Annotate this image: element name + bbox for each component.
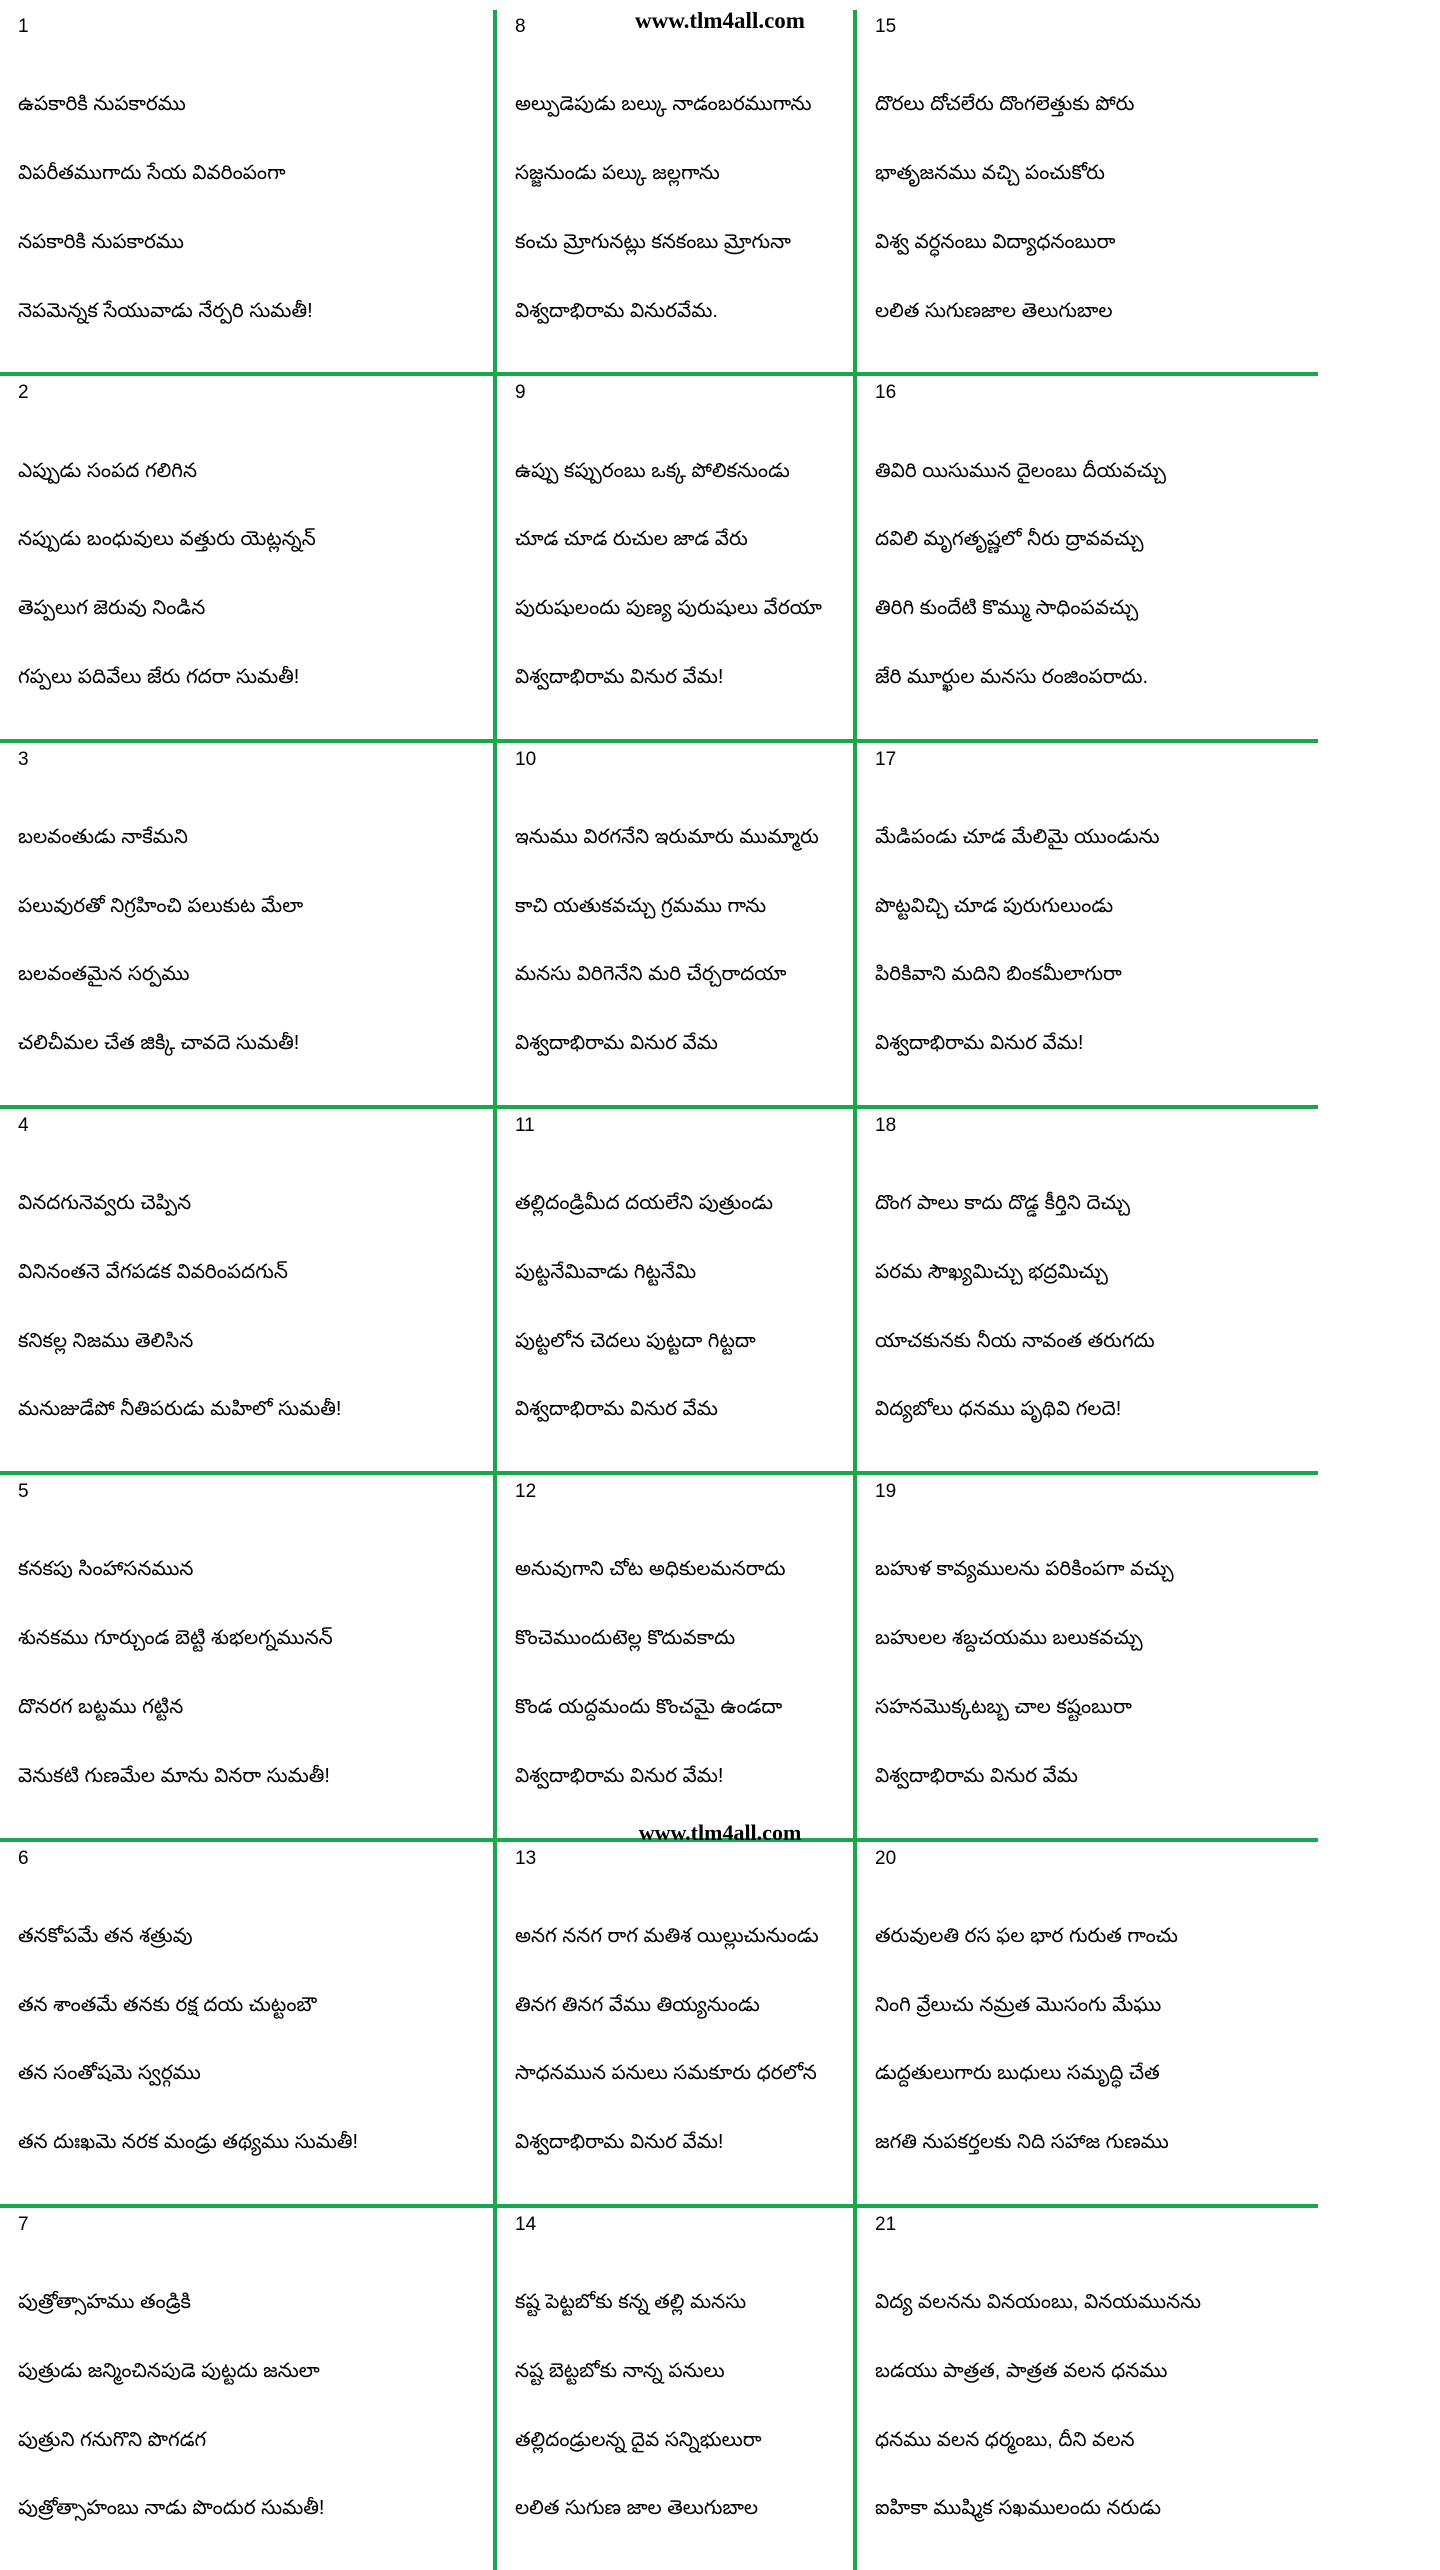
poem-line: పరమ సౌఖ్యమిచ్చు భద్రమిచ్చు bbox=[875, 1260, 1108, 1283]
poem-cell bbox=[0, 376, 497, 742]
poem-line: పుట్టనేమివాడు గిట్టనేమి bbox=[515, 1260, 697, 1283]
poem-cell bbox=[497, 10, 857, 376]
poem-line: దొంగ పాలు కాదు దొడ్డ కీర్తిని దెచ్చు bbox=[875, 1192, 1130, 1215]
poem-line: అల్పుడెపుడు బల్కు నాడంబరముగాను bbox=[515, 93, 812, 116]
poem-number: 18 bbox=[875, 1114, 897, 1136]
site-footer-url: www.tlm4all.com bbox=[638, 1820, 802, 1845]
poem-cell bbox=[497, 2208, 857, 2570]
poem-text bbox=[875, 419, 1300, 729]
poem-line: విశ్వ వర్ధనంబు విద్యాధనంబురా bbox=[875, 230, 1116, 253]
poem-line: లలిత సుగుణ జాల తెలుగుబాల bbox=[515, 2497, 759, 2520]
poem-cell bbox=[0, 2208, 497, 2570]
poem-line: డుద్దతులుగారు బుధులు సమృద్ధి చేత bbox=[875, 2062, 1160, 2085]
poem-line: తల్లిదండ్రిమీద దయలేని పుత్రుండు bbox=[515, 1192, 774, 1215]
poem-line: పుట్టలోన చెదలు పుట్టదా గిట్టదా bbox=[515, 1329, 756, 1352]
poem-text bbox=[875, 1518, 1300, 1828]
poem-number: 5 bbox=[18, 1481, 29, 1503]
poem-line: కనికల్ల నిజము తెలిసిన bbox=[18, 1329, 194, 1352]
poem-text bbox=[875, 1152, 1300, 1462]
poem-number: 14 bbox=[515, 2213, 537, 2235]
poem-text bbox=[515, 1884, 835, 2194]
poem-text bbox=[18, 1518, 475, 1828]
poem-number: 10 bbox=[515, 748, 537, 770]
poem-line: చలిచీమల చేత జిక్కి చావదె సుమతీ! bbox=[18, 1032, 300, 1055]
poem-line: గప్పలు పదివేలు జేరు గదరా సుమతీ! bbox=[18, 665, 300, 688]
poem-text bbox=[515, 419, 835, 729]
poem-line: విశ్వదాభిరామ వినురవేమ. bbox=[515, 299, 718, 322]
poem-line: కష్ట పెట్టబోకు కన్న తల్లి మనసు bbox=[515, 2291, 747, 2314]
poem-line: విశ్వదాభిరామ వినుర వేమ bbox=[515, 1398, 718, 1421]
poem-cell bbox=[497, 1475, 857, 1841]
poem-line: తివిరి యిసుమున దైలంబు దీయవచ్చు bbox=[875, 459, 1166, 482]
poem-line: ఇనుము విరగనేని ఇరుమారు ముమ్మారు bbox=[515, 825, 819, 848]
poem-text bbox=[875, 785, 1300, 1095]
poem-number: 6 bbox=[18, 1847, 29, 1869]
poem-line: బహులల శబ్దచయము బలుకవచ్చు bbox=[875, 1627, 1143, 1650]
poem-text bbox=[515, 1152, 835, 1462]
poem-text bbox=[18, 1884, 475, 2194]
poem-line: తిరిగి కుందేటి కొమ్ము సాధింపవచ్చు bbox=[875, 597, 1139, 620]
poem-number: 11 bbox=[515, 1114, 535, 1136]
poem-line: తెప్పలుగ జెరువు నిండిన bbox=[18, 597, 206, 620]
poem-line: విశ్వదాభిరామ వినుర వేమ bbox=[515, 1032, 718, 1055]
poem-text bbox=[875, 1884, 1300, 2194]
poem-cell bbox=[857, 1475, 1318, 1841]
poem-cell bbox=[857, 1109, 1318, 1475]
poem-line: కంచు మ్రోగునట్లు కనకంబు మ్రోగునా bbox=[515, 230, 791, 253]
poem-text bbox=[18, 785, 475, 1095]
poem-text bbox=[875, 2251, 1300, 2561]
poem-number: 16 bbox=[875, 382, 897, 404]
poem-number: 1 bbox=[18, 16, 29, 37]
poem-line: భాతృజనము వచ్చి పంచుకోరు bbox=[875, 161, 1105, 184]
poem-line: తల్లిదండ్రులన్న దైవ సన్నిభులురా bbox=[515, 2428, 762, 2451]
poem-line: ధనము వలన ధర్మంబు, దీని వలన bbox=[875, 2428, 1135, 2451]
poem-number: 20 bbox=[875, 1847, 897, 1869]
poem-cell bbox=[0, 1842, 497, 2208]
poem-line: పుత్రుని గనుగొని పొగడగ bbox=[18, 2428, 207, 2451]
poem-line: విద్యబోలు ధనము పృథివి గలదె! bbox=[875, 1398, 1122, 1421]
poem-grid bbox=[0, 10, 1318, 2570]
poem-line: అనగ ననగ రాగ మతిశ యిల్లుచునుండు bbox=[515, 1924, 819, 1947]
poem-line: నెపమెన్నక సేయువాడు నేర్పరి సుమతీ! bbox=[18, 299, 313, 322]
poem-number: 4 bbox=[18, 1114, 29, 1136]
poem-line: జగతి నుపకర్తలకు నిది సహాజ గుణము bbox=[875, 2131, 1169, 2154]
poem-line: పలువురతో నిగ్రహించి పలుకుట మేలా bbox=[18, 894, 304, 917]
poem-cell bbox=[0, 743, 497, 1109]
poem-line: పిరికివాని మదిని బింకమీలాగురా bbox=[875, 963, 1122, 986]
poem-number: 17 bbox=[875, 748, 897, 770]
poem-line: బలవంతమైన సర్పము bbox=[18, 963, 190, 986]
poem-cell bbox=[497, 1109, 857, 1475]
poem-line: విద్య వలనను వినయంబు, వినయమునను bbox=[875, 2291, 1202, 2314]
poem-number: 13 bbox=[515, 1847, 537, 1869]
site-header-url: www.tlm4all.com bbox=[635, 8, 805, 33]
poem-line: విశ్వదాభిరామ వినుర వేమ! bbox=[875, 1032, 1084, 1055]
poem-cell bbox=[857, 376, 1318, 742]
poem-text bbox=[875, 53, 1300, 363]
poem-line: కాచి యతుకవచ్చు గ్రమము గాను bbox=[515, 894, 767, 917]
poem-text bbox=[18, 419, 475, 729]
poem-line: సజ్జనుండు పల్కు జల్లగాను bbox=[515, 161, 720, 184]
poem-text bbox=[515, 1518, 835, 1828]
poem-line: నపకారికి నుపకారము bbox=[18, 230, 184, 253]
poem-line: బడయు పాత్రత, పాత్రత వలన ధనము bbox=[875, 2359, 1168, 2382]
poem-line: విశ్వదాభిరామ వినుర వేమ! bbox=[515, 2131, 724, 2154]
poem-line: జేరి మూర్ఖుల మనసు రంజింపరాదు. bbox=[875, 665, 1149, 688]
poem-number: 19 bbox=[875, 1481, 897, 1503]
poem-line: దొరలు దోచలేరు దొంగలెత్తుకు పోరు bbox=[875, 93, 1135, 116]
poem-line: అనువుగాని చోట అధికులమనరాదు bbox=[515, 1558, 786, 1581]
poem-line: తనకోపమే తన శత్రువు bbox=[18, 1924, 193, 1947]
poem-cell bbox=[857, 2208, 1318, 2570]
poem-line: తరువులతి రస ఫల భార గురుత గాంచు bbox=[875, 1924, 1178, 1947]
poem-line: ఎప్పుడు సంపద గలిగిన bbox=[18, 459, 197, 482]
poem-line: విశ్వదాభిరామ వినుర వేమ bbox=[875, 1764, 1078, 1787]
poem-number: 2 bbox=[18, 382, 29, 404]
poem-cell bbox=[857, 743, 1318, 1109]
poem-text bbox=[18, 1152, 475, 1462]
poem-line: మనుజుడేపో నీతిపరుడు మహిలో సుమతీ! bbox=[18, 1398, 342, 1421]
poem-cell bbox=[857, 1842, 1318, 2208]
poem-line: నష్ట బెట్టబోకు నాన్న పనులు bbox=[515, 2359, 725, 2382]
poem-cell bbox=[497, 376, 857, 742]
poem-number: 3 bbox=[18, 748, 29, 770]
poem-line: కనకపు సింహాసనమున bbox=[18, 1558, 194, 1581]
poem-cell bbox=[0, 1475, 497, 1841]
poem-line: వినదగునెవ్వరు చెప్పిన bbox=[18, 1192, 192, 1215]
poem-text bbox=[515, 53, 835, 363]
poem-line: యాచకునకు నీయ నావంత తరుగదు bbox=[875, 1329, 1155, 1352]
poem-line: బహుళ కావ్యములను పరికింపగా వచ్చు bbox=[875, 1558, 1174, 1581]
poem-line: విపరీతముగాదు సేయ వివరింపంగా bbox=[18, 161, 286, 184]
poem-line: ఐహికా ముష్మిక సఖములందు నరుడు bbox=[875, 2497, 1161, 2520]
poem-line: ఉపకారికి నుపకారము bbox=[18, 93, 186, 116]
poem-cell bbox=[857, 10, 1318, 376]
poem-line: చూడ చూడ రుచుల జాడ వేరు bbox=[515, 528, 748, 551]
poem-cell bbox=[497, 1842, 857, 2208]
poem-number: 12 bbox=[515, 1481, 537, 1503]
poem-line: తన సంతోషమె స్వర్గము bbox=[18, 2062, 201, 2085]
poem-line: బలవంతుడు నాకేమని bbox=[18, 825, 188, 848]
poem-cell bbox=[497, 743, 857, 1109]
poem-line: విశ్వదాభిరామ వినుర వేమ! bbox=[515, 1764, 724, 1787]
poem-line: దవిలి మృగతృష్ణలో నీరు ద్రావవచ్చు bbox=[875, 528, 1144, 551]
poem-number: 15 bbox=[875, 16, 897, 37]
poem-line: శునకము గూర్చుండ బెట్టి శుభలగ్నమునన్ bbox=[18, 1627, 333, 1650]
poem-cell bbox=[0, 10, 497, 376]
poem-line: కొంచెముందుటెల్ల కొదువకాదు bbox=[515, 1627, 736, 1650]
poem-line: పుత్రుడు జన్మించినపుడె పుట్టదు జనులా bbox=[18, 2359, 320, 2382]
poem-line: లలిత సుగుణజాల తెలుగుబాల bbox=[875, 299, 1113, 322]
poem-line: సాధనమున పనులు సమకూరు ధరలోన bbox=[515, 2062, 817, 2085]
poem-line: పురుషులందు పుణ్య పురుషులు వేరయా bbox=[515, 597, 822, 620]
poem-line: తినగ తినగ వేము తియ్యనుండు bbox=[515, 1993, 760, 2016]
poem-line: పుత్రోత్సాహంబు నాడు పొందుర సుమతీ! bbox=[18, 2497, 325, 2520]
poem-text bbox=[18, 2251, 475, 2561]
poem-line: నింగి వ్రేలుచు నమ్రత మొసంగు మేఘు bbox=[875, 1993, 1162, 2016]
poem-line: కొండ యద్దమందు కొంచమై ఉండదా bbox=[515, 1696, 783, 1718]
poem-line: మేడిపండు చూడ మేలిమై యుండును bbox=[875, 825, 1160, 848]
poem-number: 8 bbox=[515, 16, 526, 37]
poem-line: వినినంతనె వేగపడక వివరింపదగున్ bbox=[18, 1260, 288, 1283]
poem-line: ఉప్పు కప్పురంబు ఒక్క పోలికనుండు bbox=[515, 459, 790, 482]
poem-line: దొనరగ బట్టము గట్టిన bbox=[18, 1696, 184, 1718]
poem-line: పుత్రోత్సాహము తండ్రికి bbox=[18, 2291, 191, 2314]
poem-line: తన శాంతమే తనకు రక్ష దయ చుట్టంబౌ bbox=[18, 1993, 317, 2016]
poem-line: విశ్వదాభిరామ వినుర వేమ! bbox=[515, 665, 724, 688]
poem-number: 9 bbox=[515, 382, 526, 404]
poem-text bbox=[515, 785, 835, 1095]
poem-cell bbox=[0, 1109, 497, 1475]
poem-number: 7 bbox=[18, 2213, 29, 2235]
poem-text bbox=[18, 53, 475, 363]
poem-line: మనసు విరిగెనేని మరి చేర్చరాదయా bbox=[515, 963, 787, 986]
poem-line: పొట్టవిచ్చి చూడ పురుగులుండు bbox=[875, 894, 1114, 917]
poem-number: 21 bbox=[875, 2213, 897, 2235]
poem-line: వెనుకటి గుణమేల మాను వినరా సుమతీ! bbox=[18, 1764, 330, 1787]
poem-line: సహనమొక్కటబ్బ చాల కష్టంబురా bbox=[875, 1696, 1132, 1718]
poem-line: తన దుఃఖమె నరక మండ్రు తథ్యము సుమతీ! bbox=[18, 2131, 359, 2154]
poem-line: నప్పుడు బంధువులు వత్తురు యెట్లన్నన్ bbox=[18, 528, 316, 551]
poem-text bbox=[515, 2251, 835, 2561]
